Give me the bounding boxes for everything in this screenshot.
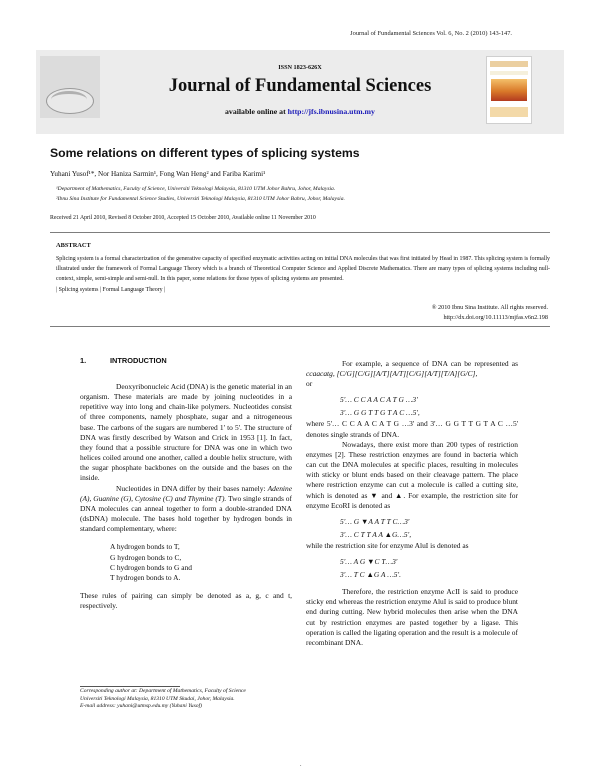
paragraph: while the restriction site for enzyme AluI is denoted as: [306, 540, 469, 550]
dna-sequence: ccaacatg, [C/G][C/G][A/T][A/T][C/G][A/T][T/A][G/C],: [306, 369, 478, 379]
author-list: Yuhani Yusof¹*, Nor Haniza Sarmin¹, Fong Wan Heng² and Fariba Karimi¹: [50, 170, 266, 178]
issn: ISSN 1823-626X: [278, 64, 322, 71]
paragraph-text: For example, a sequence of DNA can be represented as: [342, 359, 518, 368]
abstract-text: Splicing system is a formal characterization of the generative capacity of specified enzymatic activities acting on initial DNA molecules that was first initiated by Head in 1987. This splicing system is formally illustrated under the framework of Formal Language Theory which is a branch of Theoretical Computer Science and Applied Discrete Mathematics. There are many types of splicing systems including null-context, simple, semi-simple and semi-null. In this paper, some relations for those types of splicing systems are presented.: [56, 256, 550, 283]
journal-url-link[interactable]: http://jfs.ibnusina.utm.my: [287, 107, 375, 116]
left-column: [80, 382, 292, 611]
footnote-line: Corresponding author at: Department of Mathematics, Faculty of Science: [80, 688, 246, 694]
footnote-line: E-mail address: yuhani@utmsp.edu.my (Yuhani Yusof): [80, 703, 202, 710]
article-title: Some relations on different types of splicing systems: [50, 146, 360, 160]
bond-rule: A hydrogen bonds to T,: [110, 542, 180, 552]
section-title: INTRODUCTION: [110, 356, 167, 365]
running-header: Journal of Fundamental Sciences Vol. 6, No. 2 (2010) 143-147.: [350, 30, 512, 37]
dna-strand: 3'… G G T T G T A C …5',: [340, 408, 420, 418]
affiliation-2: ²Ibnu Sina Institute for Fundamental Science Studies, Universiti Teknologi Malaysia, 81310 UTM Johor Bahru, Johor, Malaysia.: [56, 196, 345, 202]
bond-rule: G hydrogen bonds to C,: [110, 552, 182, 562]
base-names: Adenine (A), Guanine (G), Cytosine (C) and Thymine (T).: [80, 483, 292, 503]
bond-rule: C hydrogen bonds to G and: [110, 562, 193, 572]
right-column: [306, 359, 518, 648]
alui-site: 5'… A G ▼C T…3': [340, 557, 398, 567]
journal-cover-thumbnail: [486, 56, 532, 124]
paragraph: [306, 359, 518, 379]
page-marker: .: [300, 762, 302, 768]
paragraph: Therefore, the restriction enzyme AcII is said to produce sticky end whereas the restriction enzyme AluI is said to produce blunt end during cutting. New hybrid molecules then arise when the DNA cut by restriction enzymes are pasted together by a ligase. This operation is called the ligating operation and the result is a molecule of recombinant DNA.: [306, 587, 518, 647]
divider: [50, 326, 550, 327]
keywords: | Splicing systems | Formal Language Theory |: [56, 287, 166, 293]
paragraph-text: or: [306, 379, 313, 389]
section-heading-introduction: [80, 356, 167, 365]
paragraph-text: Two single strands of DNA molecules can anneal together to form a double-stranded DNA (dsDNA) molecule. The bases hold together by hydrogen bonds in standard complementary, where:: [80, 493, 292, 534]
paragraph-text: Nucleotides in DNA differ by their bases namely:: [116, 483, 268, 493]
paragraph: These rules of pairing can simply be denoted as a, g, c and t, respectively.: [80, 590, 292, 611]
paragraph: [80, 484, 292, 535]
alui-site: 3'… T C ▲G A …5'.: [340, 570, 401, 580]
ecori-site: 3'… C T T A A ▲G…5',: [340, 529, 412, 539]
divider: [50, 232, 550, 233]
paragraph: Nowadays, there exist more than 200 types of restriction enzymes [2]. These restriction enzymes are found in bacteria which can cut the DNA molecules at specific places, resulting in molecules with sticky or blunt ends based on their cleavage pattern. The place where restriction enzyme can cut a molecule is called a cutting site, which is denoted as ▼ and ▲. For example, the restriction site for enzyme EcoRI is denoted as: [306, 439, 518, 510]
bond-rule: T hydrogen bonds to A.: [110, 572, 181, 582]
footnote-line: Universiti Teknologi Malaysia, 81310 UTM Skudai, Johor, Malaysia.: [80, 695, 235, 702]
dna-strand: 5'… C C A A C A T G …3': [340, 395, 418, 405]
abstract-heading: ABSTRACT: [56, 242, 91, 249]
doi-link[interactable]: http://dx.doi.org/10.11113/mjfas.v6n2.198: [443, 314, 548, 321]
available-prefix: available online at: [225, 107, 288, 116]
paragraph: Deoxyribonucleic Acid (DNA) is the genetic material in an organism. These materials are made by joining nucleotides in a repetitive way into long and chain-like polymers. Nucleotides consist of three components, namely phosphate, sugar and a nitrogeneous base. The carbons of the sugars are numbered 1' to 5'. The structure of DNA was firstly described by Watson and Crick in 1953 [1]. In fact, they found that a possible structure for DNA was one in which two helices coiled around one another, called a double helix structure, with the sugar phosphate backbones on the outside and the bases on the inside.: [80, 382, 292, 483]
paragraph: where 5'… C C A A C A T G …3' and 3'… G G T T G T A C …5' denotes single strands of DNA.: [306, 419, 518, 439]
corresponding-author-footnote: [80, 688, 320, 711]
ecori-site: 5'… G ▼A A T T C…3': [340, 516, 410, 526]
section-number: 1.: [80, 356, 87, 365]
copyright: ® 2010 Ibnu Sina Institute. All rights reserved.: [431, 304, 548, 311]
affiliation-1: ¹Department of Mathematics, Faculty of Science, Universiti Teknologi Malaysia, 81310 UTM Johor Bahru, Johor, Malaysia.: [56, 186, 336, 192]
article-dates: Received 21 April 2010, Revised 8 October 2010, Accepted 15 October 2010, Available online 11 November 2010: [50, 215, 316, 221]
footnote-divider: [80, 686, 180, 687]
journal-title: Journal of Fundamental Sciences: [168, 76, 432, 96]
